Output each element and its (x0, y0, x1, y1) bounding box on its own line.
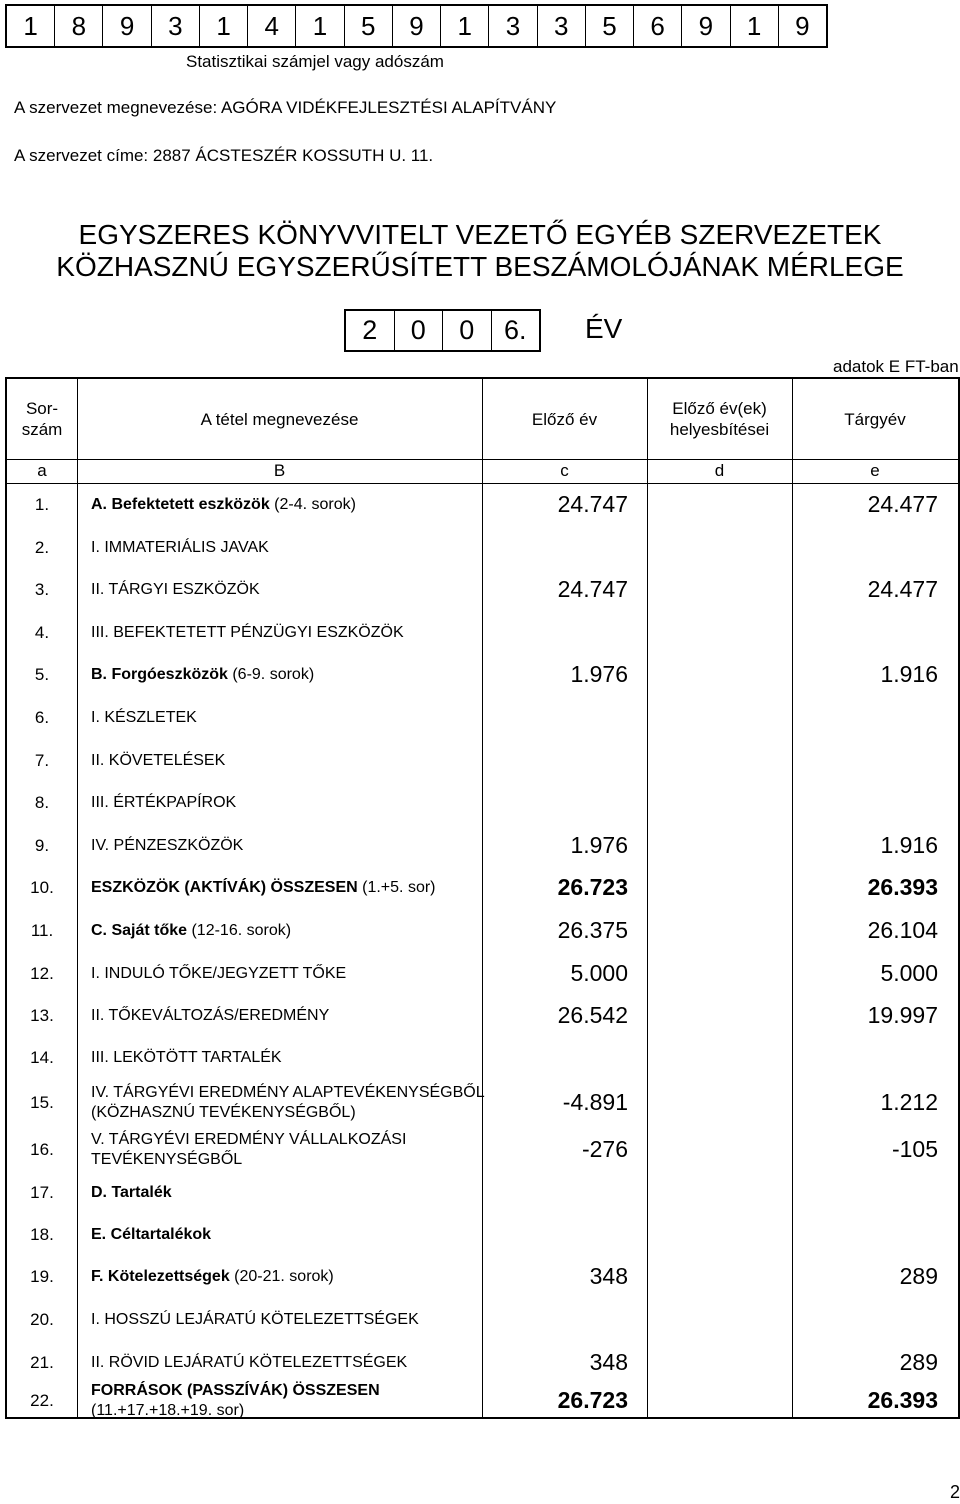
table-row (7, 696, 958, 740)
tax-number-boxes (5, 4, 828, 48)
row-label (91, 921, 291, 941)
tax-number-digit: 9 (103, 6, 151, 46)
document-title-line-1: EGYSZERES KÖNYVVITELT VEZETŐ EGYÉB SZERVEZETEK (78, 219, 882, 250)
table-row (7, 1037, 958, 1079)
row-label-bold: E. Céltartalékok (91, 1226, 212, 1243)
year-digit: 2 (346, 311, 395, 350)
tax-number-digit: 5 (586, 6, 634, 46)
previous-year-value: 348 (589, 1263, 628, 1289)
header-corrections: Előző év(ek) helyesbítései (669, 399, 770, 439)
previous-year-value: 24.747 (557, 576, 628, 602)
row-label (91, 793, 236, 813)
current-year-value: 26.104 (867, 916, 938, 943)
row-label (91, 1130, 406, 1170)
row-label (91, 623, 404, 643)
header-previous-year: Előző év (531, 409, 598, 429)
row-label-text: III. BEFEKTETETT PÉNZÜGYI ESZKÖZÖK (91, 623, 404, 641)
row-label (91, 1381, 380, 1421)
tax-number-digit: 8 (55, 6, 103, 46)
row-label (91, 1267, 334, 1287)
row-label (91, 665, 314, 685)
row-label (91, 836, 243, 856)
row-label (91, 495, 356, 515)
previous-year-value: 348 (589, 1348, 628, 1375)
table-row (7, 740, 958, 782)
row-label-bold: FORRÁSOK (PASSZÍVÁK) ÖSSZESEN (91, 1382, 380, 1399)
document-title-line-2: KÖZHASZNÚ EGYSZERŰSÍTETT BESZÁMOLÓJÁNAK MÉRLEGE (56, 251, 904, 282)
row-number: 12. (30, 963, 54, 983)
table-row (7, 1214, 958, 1256)
row-label (91, 580, 260, 600)
row-label-text: I. HOSSZÚ LEJÁRATÚ KÖTELEZETTSÉGEK (91, 1311, 419, 1328)
row-number: 3. (34, 580, 50, 599)
year-digit: 0 (395, 311, 444, 350)
row-label-bold: F. Kötelezettségek (91, 1268, 230, 1285)
row-label (91, 1183, 172, 1203)
table-row (7, 1383, 958, 1419)
previous-year-value: 26.375 (557, 916, 628, 943)
row-label-text: II. KÖVETELÉSEK (91, 752, 226, 769)
row-label-text: I. IMMATERIÁLIS JAVAK (91, 539, 269, 556)
previous-year-value: -276 (581, 1135, 628, 1162)
current-year-value: 24.477 (867, 491, 938, 517)
row-number: 2. (34, 538, 50, 557)
row-label-text: II. TŐKEVÁLTOZÁS/EREDMÉNY (91, 1007, 330, 1024)
row-label-text: (6-9. sorok) (227, 666, 315, 683)
units-note: adatok E FT-ban (833, 357, 959, 376)
row-label-bold: D. Tartalék (91, 1184, 172, 1201)
previous-year-value: 1.976 (570, 661, 628, 687)
current-year-value: 1.916 (880, 661, 938, 687)
column-letter-d: d (714, 461, 725, 480)
row-number: 18. (30, 1225, 54, 1244)
row-label-text: I. INDULÓ TŐKE/JEGYZETT TŐKE (91, 964, 347, 982)
row-number: 21. (30, 1352, 54, 1372)
current-year-value: 5.000 (880, 959, 938, 986)
previous-year-value: 1.976 (570, 831, 628, 858)
organization-name: A szervezet megnevezése: AGÓRA VIDÉKFEJLESZTÉSI ALAPÍTVÁNY (14, 98, 557, 117)
row-label-text: (12-16. sorok) (187, 921, 292, 939)
row-number: 20. (30, 1310, 54, 1329)
row-number: 1. (34, 495, 50, 514)
row-label (91, 751, 225, 771)
year-boxes (344, 309, 541, 352)
page-number: 2 (949, 1482, 960, 1502)
current-year-value: 26.393 (867, 1387, 938, 1413)
row-label-bold: B. Forgóeszközök (91, 666, 228, 683)
table-row (7, 1256, 958, 1298)
row-label (91, 1048, 282, 1068)
previous-year-value: 5.000 (570, 959, 628, 986)
row-label-text: II. TÁRGYI ESZKÖZÖK (91, 581, 260, 598)
row-label-text: III. ÉRTÉKPAPÍROK (91, 794, 237, 811)
current-year-value: 289 (899, 1348, 938, 1375)
table-row (7, 909, 958, 952)
row-label-text: III. LEKÖTÖTT TARTALÉK (91, 1049, 282, 1066)
previous-year-value: 24.747 (557, 491, 628, 517)
row-label (91, 708, 197, 728)
row-label (91, 964, 346, 984)
row-number: 4. (34, 622, 50, 642)
current-year-value: 19.997 (867, 1002, 938, 1028)
column-letter-e: e (870, 461, 880, 480)
organization-address: A szervezet címe: 2887 ÁCSTESZÉR KOSSUTH U. 11. (14, 146, 434, 165)
tax-number-digit: 1 (200, 6, 248, 46)
current-year-value: 24.477 (867, 576, 938, 602)
row-label-text: I. KÉSZLETEK (91, 709, 197, 726)
table-row (7, 569, 958, 611)
table-row (7, 867, 958, 909)
header-item-name: A tétel megnevezése (200, 409, 359, 429)
row-label-text: (1.+5. sor) (357, 879, 436, 896)
tax-number-digit: 9 (393, 6, 441, 46)
current-year-value: -105 (891, 1135, 938, 1162)
row-label-bold: A. Befektetett eszközök (91, 496, 270, 513)
row-number: 11. (30, 920, 54, 940)
tax-number-digit: 3 (152, 6, 200, 46)
tax-number-digit: 1 (731, 6, 779, 46)
row-number: 15. (30, 1093, 54, 1112)
current-year-value: 1.916 (880, 831, 938, 858)
table-row (7, 782, 958, 824)
row-label (91, 1353, 407, 1373)
row-number: 17. (30, 1183, 54, 1202)
table-row (7, 611, 958, 654)
row-label-text: II. RÖVID LEJÁRATÚ KÖTELEZETTSÉGEK (91, 1353, 408, 1371)
table-row (7, 1298, 958, 1342)
column-letter-a: a (37, 461, 47, 480)
table-row (7, 1079, 958, 1127)
row-label (91, 1006, 329, 1026)
row-label-bold: ESZKÖZÖK (AKTÍVÁK) ÖSSZESEN (91, 879, 358, 896)
table-row (7, 1127, 958, 1172)
row-label-text: V. TÁRGYÉVI EREDMÉNY VÁLLALKOZÁSI TEVÉKENYSÉGBŐL (91, 1130, 407, 1168)
tax-number-digit: 9 (682, 6, 730, 46)
row-label (91, 1083, 485, 1123)
row-number: 22. (30, 1391, 54, 1410)
row-number: 7. (34, 751, 50, 770)
row-label-text: IV. TÁRGYÉVI EREDMÉNY ALAPTEVÉKENYSÉGBŐL (KÖZHASZNÚ TEVÉKENYSÉGBŐL) (91, 1084, 485, 1121)
tax-number-caption: Statisztikai számjel vagy adószám (186, 52, 444, 71)
table-row (7, 1342, 958, 1383)
year-digit: 0 (443, 311, 492, 350)
row-label-text: (11.+17.+18.+19. sor) (91, 1402, 245, 1419)
year-word: ÉV (585, 313, 623, 344)
current-year-value: 1.212 (880, 1089, 938, 1115)
year-digit: 6. (503, 315, 527, 345)
header-current-year: Tárgyév (844, 409, 906, 429)
tax-number-digit: 3 (538, 6, 586, 46)
row-label (91, 1225, 211, 1245)
table-row (7, 824, 958, 867)
table-row (7, 654, 958, 696)
table-row (7, 952, 958, 995)
previous-year-value: 26.542 (557, 1002, 628, 1028)
tax-number-digit: 4 (248, 6, 296, 46)
table-row (7, 527, 958, 569)
row-number: 10. (30, 878, 54, 897)
table-row (7, 1172, 958, 1214)
row-number: 13. (30, 1006, 54, 1025)
row-number: 6. (34, 708, 50, 727)
tax-number-digit: 5 (345, 6, 393, 46)
tax-number-digit: 6 (634, 6, 682, 46)
row-label (91, 878, 436, 898)
tax-number-digit: 1 (296, 6, 344, 46)
column-letter-b: B (273, 461, 286, 480)
table-row (7, 995, 958, 1037)
tax-number-digit: 1 (7, 6, 55, 46)
row-label (91, 538, 269, 558)
previous-year-value: 26.723 (557, 1387, 628, 1413)
row-number: 16. (30, 1139, 54, 1159)
balance-sheet-table (5, 377, 960, 1419)
current-year-value: 289 (899, 1263, 938, 1289)
previous-year-value: -4.891 (562, 1089, 628, 1115)
row-number: 5. (34, 665, 50, 684)
row-label-bold: C. Saját tőke (91, 921, 188, 939)
current-year-value: 26.393 (867, 874, 938, 900)
tax-number-digit: 9 (795, 10, 810, 41)
row-label-text: (20-21. sorok) (229, 1268, 334, 1285)
row-number: 19. (30, 1267, 54, 1286)
row-label (91, 1310, 419, 1330)
row-label-text: (2-4. sorok) (269, 496, 356, 513)
row-number: 14. (30, 1048, 54, 1067)
previous-year-value: 26.723 (557, 874, 628, 900)
tax-number-digit: 3 (489, 6, 537, 46)
row-number: 9. (34, 835, 50, 855)
tax-number-digit: 1 (441, 6, 489, 46)
column-letter-c: c (560, 461, 569, 480)
row-label-text: IV. PÉNZESZKÖZÖK (91, 836, 244, 854)
table-row (7, 483, 958, 527)
header-sorszam: Sor- szám (21, 399, 63, 439)
row-number: 8. (34, 793, 50, 812)
